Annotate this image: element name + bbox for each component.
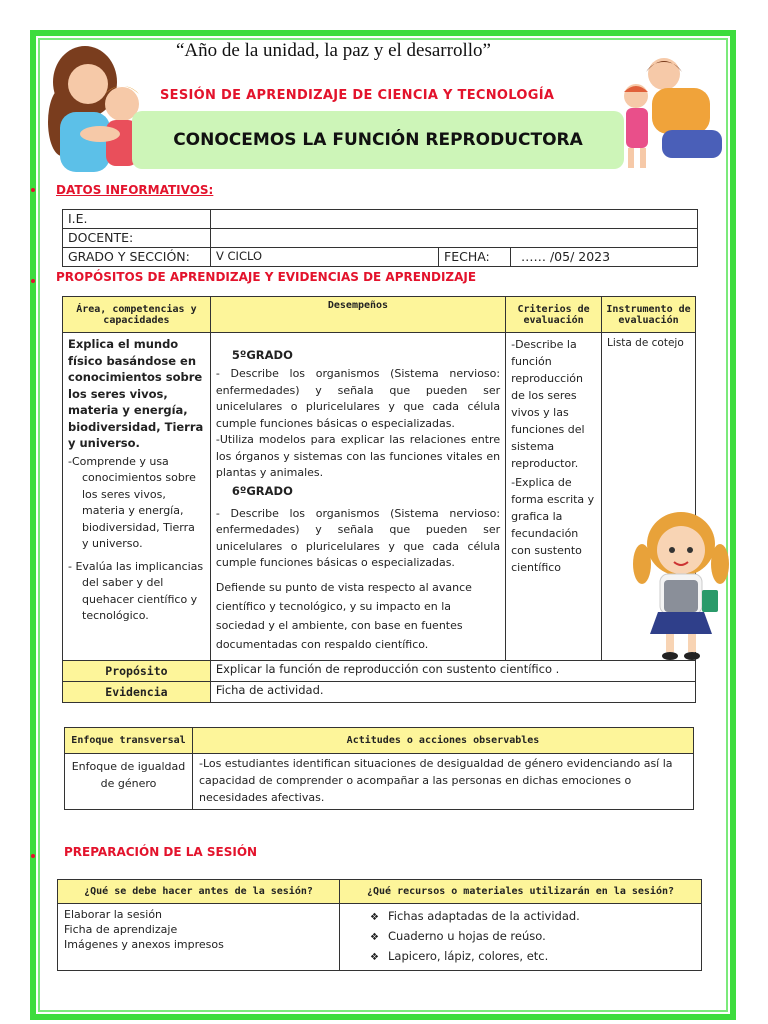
proposito-label: Propósito (63, 661, 211, 682)
diamond-bullet-icon: ❖ (370, 912, 379, 923)
desempeno-5-1: - Describe los organismos (Sistema nervioso: enfermedades) y señala que pueden ser unicelulares o pluricelulares y que cada célula cumple funciones básicas o especializadas. (215, 367, 501, 430)
criterio-1: -Describe la función reproducción de los seres vivos y las funciones del sistema reproductor. (511, 338, 585, 470)
desempenos-cell (210, 333, 505, 661)
antes-cell (58, 904, 340, 971)
session-title: SESIÓN DE APRENDIZAJE DE CIENCIA Y TECNOLOGÍA (160, 88, 555, 103)
col-antes: ¿Qué se debe hacer antes de la sesión? (58, 880, 340, 904)
propositos-heading: PROPÓSITOS DE APRENDIZAJE Y EVIDENCIAS DE APRENDIZAJE (56, 270, 477, 284)
diamond-bullet-icon: ❖ (370, 952, 379, 963)
datos-table (62, 209, 698, 267)
evidencia-label: Evidencia (63, 682, 211, 703)
desempeno-6-2: Defiende su punto de vista respecto al avance científico y tecnológico, y su impacto en la sociedad y el ambiente, con base en fuentes documentadas con respaldo científico. (215, 580, 472, 651)
diamond-bullet-icon: ❖ (370, 932, 379, 943)
datos-heading: DATOS INFORMATIVOS: (56, 183, 214, 197)
preparacion-heading: PREPARACIÓN DE LA SESIÓN (64, 845, 258, 859)
bullet-icon (31, 854, 35, 858)
list-item: Imágenes y anexos impresos (64, 938, 224, 951)
evidencia-value: Ficha de actividad. (210, 682, 695, 703)
enfoque-table (64, 727, 694, 810)
bullet-icon (31, 188, 35, 192)
capacidad-1: -Comprende y usa conocimientos sobre los seres vivos, materia y energía, biodiversidad, Tierra y universo. (68, 454, 196, 550)
preparacion-table (57, 879, 702, 971)
criterio-2: -Explica de forma escrita y grafica la fecundación con sustento científico (511, 476, 595, 574)
enfoque-value: Enfoque de igualdad de género (65, 754, 193, 810)
col-enfoque: Enfoque transversal (65, 728, 193, 754)
col-recursos: ¿Qué recursos o materiales utilizarán en la sesión? (340, 880, 702, 904)
area-cell (63, 333, 211, 661)
propositos-table (62, 296, 696, 703)
col-instrumento: Instrumento de evaluación (602, 297, 696, 333)
actitudes-value: -Los estudiantes identifican situaciones de desigualdad de género evidenciando así la capacidad de comprender o acompañar a las personas en dichas emociones o necesidades afectivas. (193, 754, 694, 810)
grado-label: GRADO Y SECCIÓN: (63, 248, 211, 267)
fecha-label: FECHA: (439, 248, 511, 267)
docente-value (211, 229, 698, 248)
grado-5-label: 5ºGRADO (231, 348, 293, 362)
banner-title: CONOCEMOS LA FUNCIÓN REPRODUCTORA (132, 111, 624, 169)
ie-label: I.E. (63, 210, 211, 229)
desempeno-6-1: - Describe los organismos (Sistema nervioso: enfermedades) y señala que pueden ser unicelulares o pluricelulares y que cada célula cumple funciones básicas o especializadas. (215, 506, 501, 569)
recurso-text: Cuaderno u hojas de reúso. (388, 929, 546, 943)
col-criterios: Criterios de evaluación (506, 297, 602, 333)
grado-value: V CICLO (211, 248, 439, 267)
col-desempenos: Desempeños (210, 297, 505, 333)
recurso-text: Lapicero, lápiz, colores, etc. (388, 949, 549, 963)
list-item (370, 947, 695, 967)
ie-value (211, 210, 698, 229)
fecha-value: …… /05/ 2023 (511, 248, 698, 267)
list-item: Elaborar la sesión (64, 908, 163, 921)
criterios-cell (506, 333, 602, 661)
col-area: Área, competencias y capacidades (63, 297, 211, 333)
list-item: Ficha de aprendizaje (64, 923, 178, 936)
proposito-value: Explicar la función de reproducción con sustento científico . (210, 661, 695, 682)
grado-6-label: 6ºGRADO (231, 483, 293, 498)
instrumento-cell: Lista de cotejo (602, 333, 696, 661)
area-competencia: Explica el mundo físico basándose en conocimientos sobre los seres vivos, materia y energía, biodiversidad, Tierra y universo. (68, 337, 204, 450)
capacidad-2: - Evalúa las implicancias del saber y del quehacer científico y tecnológico. (68, 559, 204, 622)
list-item (370, 907, 695, 927)
year-motto: “Año de la unidad, la paz y el desarrollo” (176, 40, 491, 61)
mother-daughter-illustration (612, 52, 732, 180)
recursos-cell (340, 904, 702, 971)
col-actitudes: Actitudes o acciones observables (193, 728, 694, 754)
desempeno-5-2: -Utiliza modelos para explicar las relaciones entre los órganos y sistemas con las funciones vitales en plantas y animales. (215, 433, 501, 479)
list-item (370, 927, 695, 947)
schoolgirl-illustration (628, 506, 734, 666)
docente-label: DOCENTE: (63, 229, 211, 248)
bullet-icon (31, 279, 35, 283)
recurso-text: Fichas adaptadas de la actividad. (388, 909, 580, 923)
